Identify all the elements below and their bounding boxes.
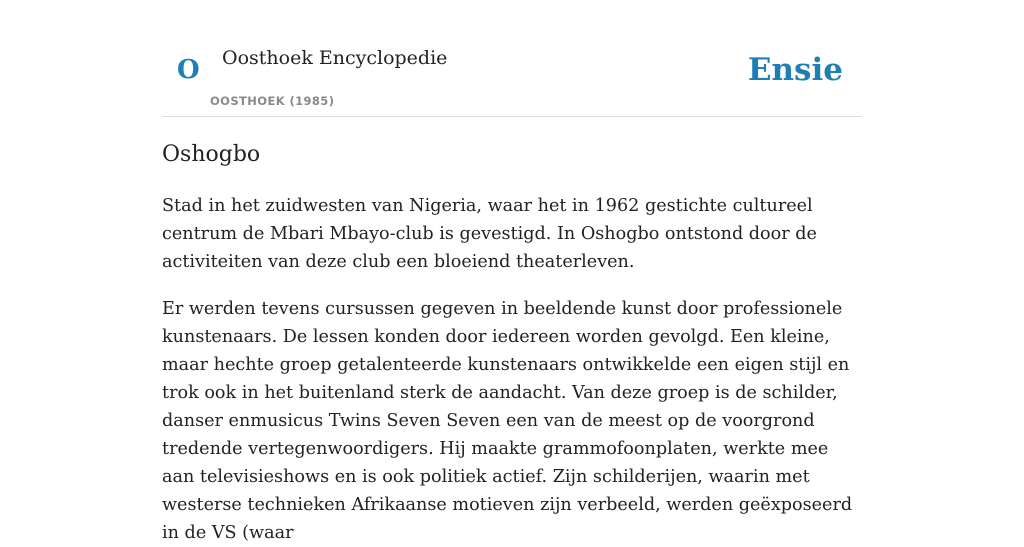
article-title: Oshogbo <box>162 142 261 167</box>
source-title[interactable]: Oosthoek Encyclopedie <box>222 47 448 69</box>
site-logo[interactable]: Ensie <box>747 52 843 88</box>
article <box>162 138 862 547</box>
article-paragraph: Er werden tevens cursussen gegeven in beeldende kunst door professionele kunstenaars. De lessen konden door iedereen worden gevolgd. Een kleine, maar hechte groep getalenteerde kunstenaars ontwikkelde een eigen stijl en trok ook in het buitenland sterk de aandacht. Van deze groep is de schilder, danser enmusicus Twins Seven Seven een van de meest op de voorgrond tredende vertegenwoordigers. Hij maakte grammofoonplaten, werkte mee aan televisieshows en is ook politiek actief. Zijn schilderijen, waarin met westerse technieken Afrikaanse motieven zijn verbeeld, werden geëxposeerd in de VS (waar <box>162 299 853 543</box>
article-body <box>162 192 862 547</box>
source-logo-icon: O <box>177 55 200 85</box>
article-header <box>162 0 862 117</box>
article-paragraph: Stad in het zuidwesten van Nigeria, waar het in 1962 gestichte cultureel centrum de Mbari Mbayo-club is gevestigd. In Oshogbo ontstond door de activiteiten van deze club een bloeiend theaterleven. <box>162 196 817 272</box>
source-subtitle: OOSTHOEK (1985) <box>210 94 335 108</box>
